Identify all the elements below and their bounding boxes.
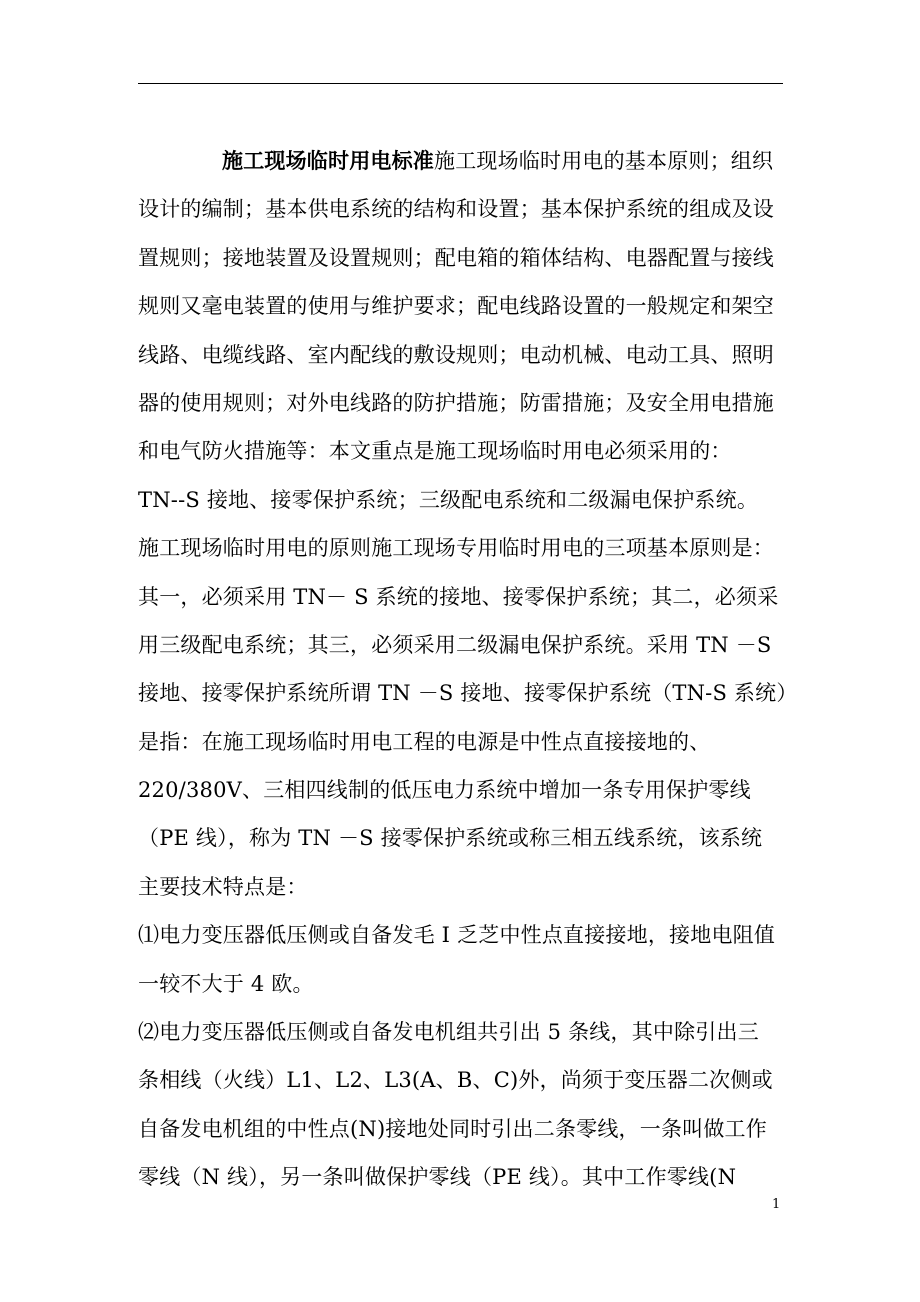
text-line-3: 置规则；接地装置及设置规则；配电箱的箱体结构、电器配置与接线 xyxy=(138,245,774,270)
text-line-11: 用三级配电系统；其三，必须采用二级漏电保护系统。采用 TN －S xyxy=(138,632,772,657)
text-line-13: 是指：在施工现场临时用电工程的电源是中性点直接接地的、 xyxy=(138,729,711,754)
text-line-14: 220/380V、三相四线制的低压电力系统中增加一条专用保护零线 xyxy=(138,778,751,803)
text-line-10: 其一，必须采用 TN－ S 系统的接地、接零保护系统；其二，必须采 xyxy=(138,584,779,609)
text-line-15: （PE 线），称为 TN －S 接零保护系统或称三相五线系统，该系统 xyxy=(138,826,763,851)
text-line-9: 施工现场临时用电的原则施工现场专用临时用电的三项基本原则是： xyxy=(138,536,774,561)
text-line-2: 设计的编制；基本供电系统的结构和设置；基本保护系统的组成及设 xyxy=(138,197,774,222)
text-line-6: 器的使用规则；对外电线路的防护措施；防雷措施；及安全用电措施 xyxy=(138,390,774,415)
text-line-19: ⑵电力变压器低压侧或自备发电机组共引出 5 条线，其中除引出三 xyxy=(138,1020,759,1045)
header-rule xyxy=(138,83,783,84)
text-line-17: ⑴电力变压器低压侧或自备发毛 I 乏芝中性点直接接地，接地电阻值 xyxy=(138,923,776,948)
body-text xyxy=(138,137,798,1202)
document-title: 施工现场临时用电标准 xyxy=(222,148,434,173)
text-line-1 xyxy=(138,137,788,185)
text-line-1-body: 施工现场临时用电的基本原则；组织 xyxy=(434,149,774,173)
text-line-5: 线路、电缆线路、室内配线的敷设规则；电动机械、电动工具、照明 xyxy=(138,342,774,367)
text-line-21: 自备发电机组的中性点(N)接地处同时引出二条零线，一条叫做工作 xyxy=(138,1116,767,1141)
text-line-4: 规则又毫电装置的使用与维护要求；配电线路设置的一般规定和架空 xyxy=(138,294,774,319)
text-line-8: TN--S 接地、接零保护系统；三级配电系统和二级漏电保护系统。 xyxy=(138,487,759,512)
text-line-7: 和电气防火措施等：本文重点是施工现场临时用电必须采用的： xyxy=(138,439,732,464)
page-number: 1 xyxy=(772,1197,781,1212)
text-line-20: 条相线（火线）L1、L2、L3(A、B、C)外，尚须于变压器二次侧或 xyxy=(138,1068,773,1093)
text-line-16: 主要技术特点是： xyxy=(138,874,308,899)
text-line-22: 零线（N 线），另一条叫做保护零线（PE 线）。其中工作零线(N xyxy=(138,1165,737,1190)
text-line-12: 接地、接零保护系统所谓 TN －S 接地、接零保护系统（TN-S 系统） xyxy=(138,681,798,706)
text-line-18: 一较不大于 4 欧。 xyxy=(138,971,314,996)
